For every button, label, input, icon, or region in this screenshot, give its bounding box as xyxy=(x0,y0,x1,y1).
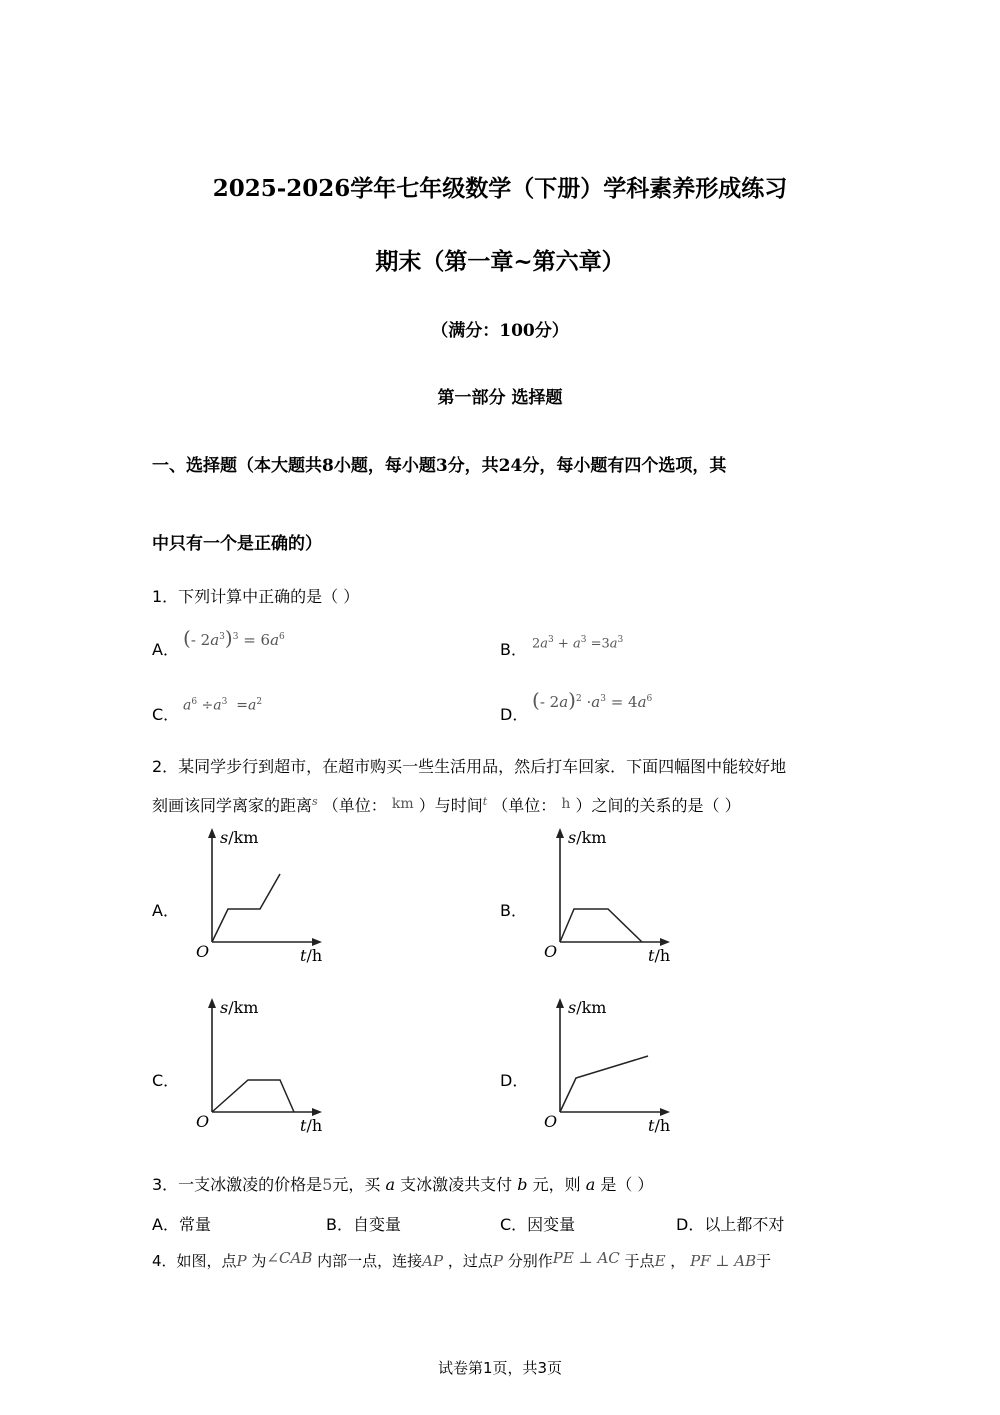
q1-stem: 1．下列计算中正确的是（ ） xyxy=(152,587,360,606)
q4-text: 4．如图，点 xyxy=(152,1252,237,1270)
graph-line xyxy=(212,1080,294,1112)
var-a: a xyxy=(385,1175,396,1194)
part-heading: 第一部分 选择题 xyxy=(437,388,563,408)
q1-option-d-label: D． xyxy=(500,705,529,724)
q3-option-d: D．以上都不对 xyxy=(676,1215,785,1234)
q2-option-a-label: A． xyxy=(152,901,179,920)
q3-option-c: C．因变量 xyxy=(500,1215,576,1234)
point-p: P xyxy=(492,1252,503,1270)
q3-text: 是（ ） xyxy=(600,1175,654,1194)
q4-text: 为 xyxy=(251,1252,267,1270)
x-axis-arrow xyxy=(660,938,670,946)
axis-y-label: s/km xyxy=(568,998,607,1017)
graph-line xyxy=(560,909,642,942)
q4-text: ， xyxy=(670,1252,686,1270)
q2-text: （单位： xyxy=(322,796,387,815)
axis-y-label: s/km xyxy=(220,998,259,1017)
q2-text: 刻画该同学离家的距离 xyxy=(152,796,313,815)
graph-d xyxy=(536,992,686,1140)
q3-text: 元，则 xyxy=(532,1175,581,1194)
section-heading-line-2: 中只有一个是正确的） xyxy=(152,534,322,554)
q2-option-b-label: B． xyxy=(500,901,527,920)
pf-perp-ab: PF ⊥ AB xyxy=(690,1252,757,1270)
q3-price: 5 xyxy=(322,1175,333,1194)
q3-text: 支冰激凌共支付 xyxy=(400,1175,513,1194)
q2-text: ）之间的关系的是（ ） xyxy=(575,796,741,815)
point-p: P xyxy=(236,1252,247,1270)
var-s: s xyxy=(312,795,318,808)
graph-a xyxy=(188,822,338,970)
origin-label: O xyxy=(544,1112,558,1131)
axis-x-label: t/h xyxy=(648,946,671,965)
axis-x-label: t/h xyxy=(300,946,323,965)
q1-option-a-formula: (- $2a^3)^3 = 6a^6$ xyxy=(183,626,285,650)
full-score: （满分：100分） xyxy=(431,321,569,341)
y-axis-arrow xyxy=(556,828,564,838)
q3-option-b: B．自变量 xyxy=(326,1215,401,1234)
y-axis-arrow xyxy=(208,828,216,838)
q2-stem-line-2 xyxy=(152,793,741,816)
q1-option-a-label: A． xyxy=(152,640,179,659)
x-axis-arrow xyxy=(312,1108,322,1116)
q3-text: 元，买 xyxy=(332,1175,381,1194)
title-line-2: 期末（第一章~第六章） xyxy=(375,248,625,275)
var-t: t xyxy=(482,795,488,808)
axis-y-label: s/km xyxy=(568,828,607,847)
q4-text: 于 xyxy=(756,1252,772,1270)
q1-option-d-formula: (- $2a)^2 \cdot a^3 = 4a^6$ xyxy=(532,688,653,712)
q3-text: 3．一支冰激凌的价格是 xyxy=(152,1175,323,1194)
q4-stem xyxy=(152,1249,771,1271)
page-footer: 试卷第1页，共3页 xyxy=(437,1359,563,1377)
graph-line xyxy=(212,874,280,942)
q2-text: ）与时间 xyxy=(418,796,483,815)
q1-option-c-label: C． xyxy=(152,705,180,724)
q4-text: ，过点 xyxy=(447,1252,493,1270)
axis-x-label: t/h xyxy=(300,1116,323,1135)
segment-ap: AP xyxy=(422,1252,444,1270)
angle-cab: ∠CAB xyxy=(266,1249,313,1267)
q2-stem-line-1: 2．某同学步行到超市，在超市购买一些生活用品，然后打车回家．下面四幅图中能较好地 xyxy=(152,757,787,776)
q1-option-b-formula: $2a^3 + a^3 =3a^3$ xyxy=(532,635,624,652)
q2-option-c-label: C． xyxy=(152,1071,180,1090)
q1-option-c-formula: $a^6 \div a^3 =a^2$ xyxy=(183,697,263,714)
axis-y-label: s/km xyxy=(220,828,259,847)
var-a: a xyxy=(585,1175,596,1194)
q2-text: （单位： xyxy=(492,796,557,815)
pe-perp-ac: PE ⊥ AC xyxy=(552,1249,620,1267)
graph-b xyxy=(536,822,686,970)
origin-label: O xyxy=(196,1112,210,1131)
q4-text: 于点 xyxy=(624,1252,655,1270)
x-axis-arrow xyxy=(660,1108,670,1116)
graph-line xyxy=(560,1056,648,1112)
section-heading-line-1: 一、选择题（本大题共8小题，每小题3分，共24分，每小题有四个选项，其 xyxy=(152,456,727,476)
q4-text: 分别作 xyxy=(507,1252,553,1270)
title-line-1: 2025-2026学年七年级数学（下册）学科素养形成练习 xyxy=(212,175,788,202)
q1-option-b-label: B． xyxy=(500,640,527,659)
var-b: b xyxy=(517,1175,528,1194)
graph-c xyxy=(188,992,338,1140)
unit-km: km xyxy=(391,796,414,812)
q3-option-a: A．常量 xyxy=(152,1215,211,1234)
q2-option-d-label: D． xyxy=(500,1071,529,1090)
q3-stem xyxy=(152,1172,653,1195)
y-axis-arrow xyxy=(208,998,216,1008)
point-e: E xyxy=(654,1252,666,1270)
q4-text: 内部一点，连接 xyxy=(317,1252,423,1270)
origin-label: O xyxy=(544,942,558,961)
unit-h: h xyxy=(561,796,571,812)
origin-label: O xyxy=(196,942,210,961)
axis-x-label: t/h xyxy=(648,1116,671,1135)
y-axis-arrow xyxy=(556,998,564,1008)
x-axis-arrow xyxy=(312,938,322,946)
